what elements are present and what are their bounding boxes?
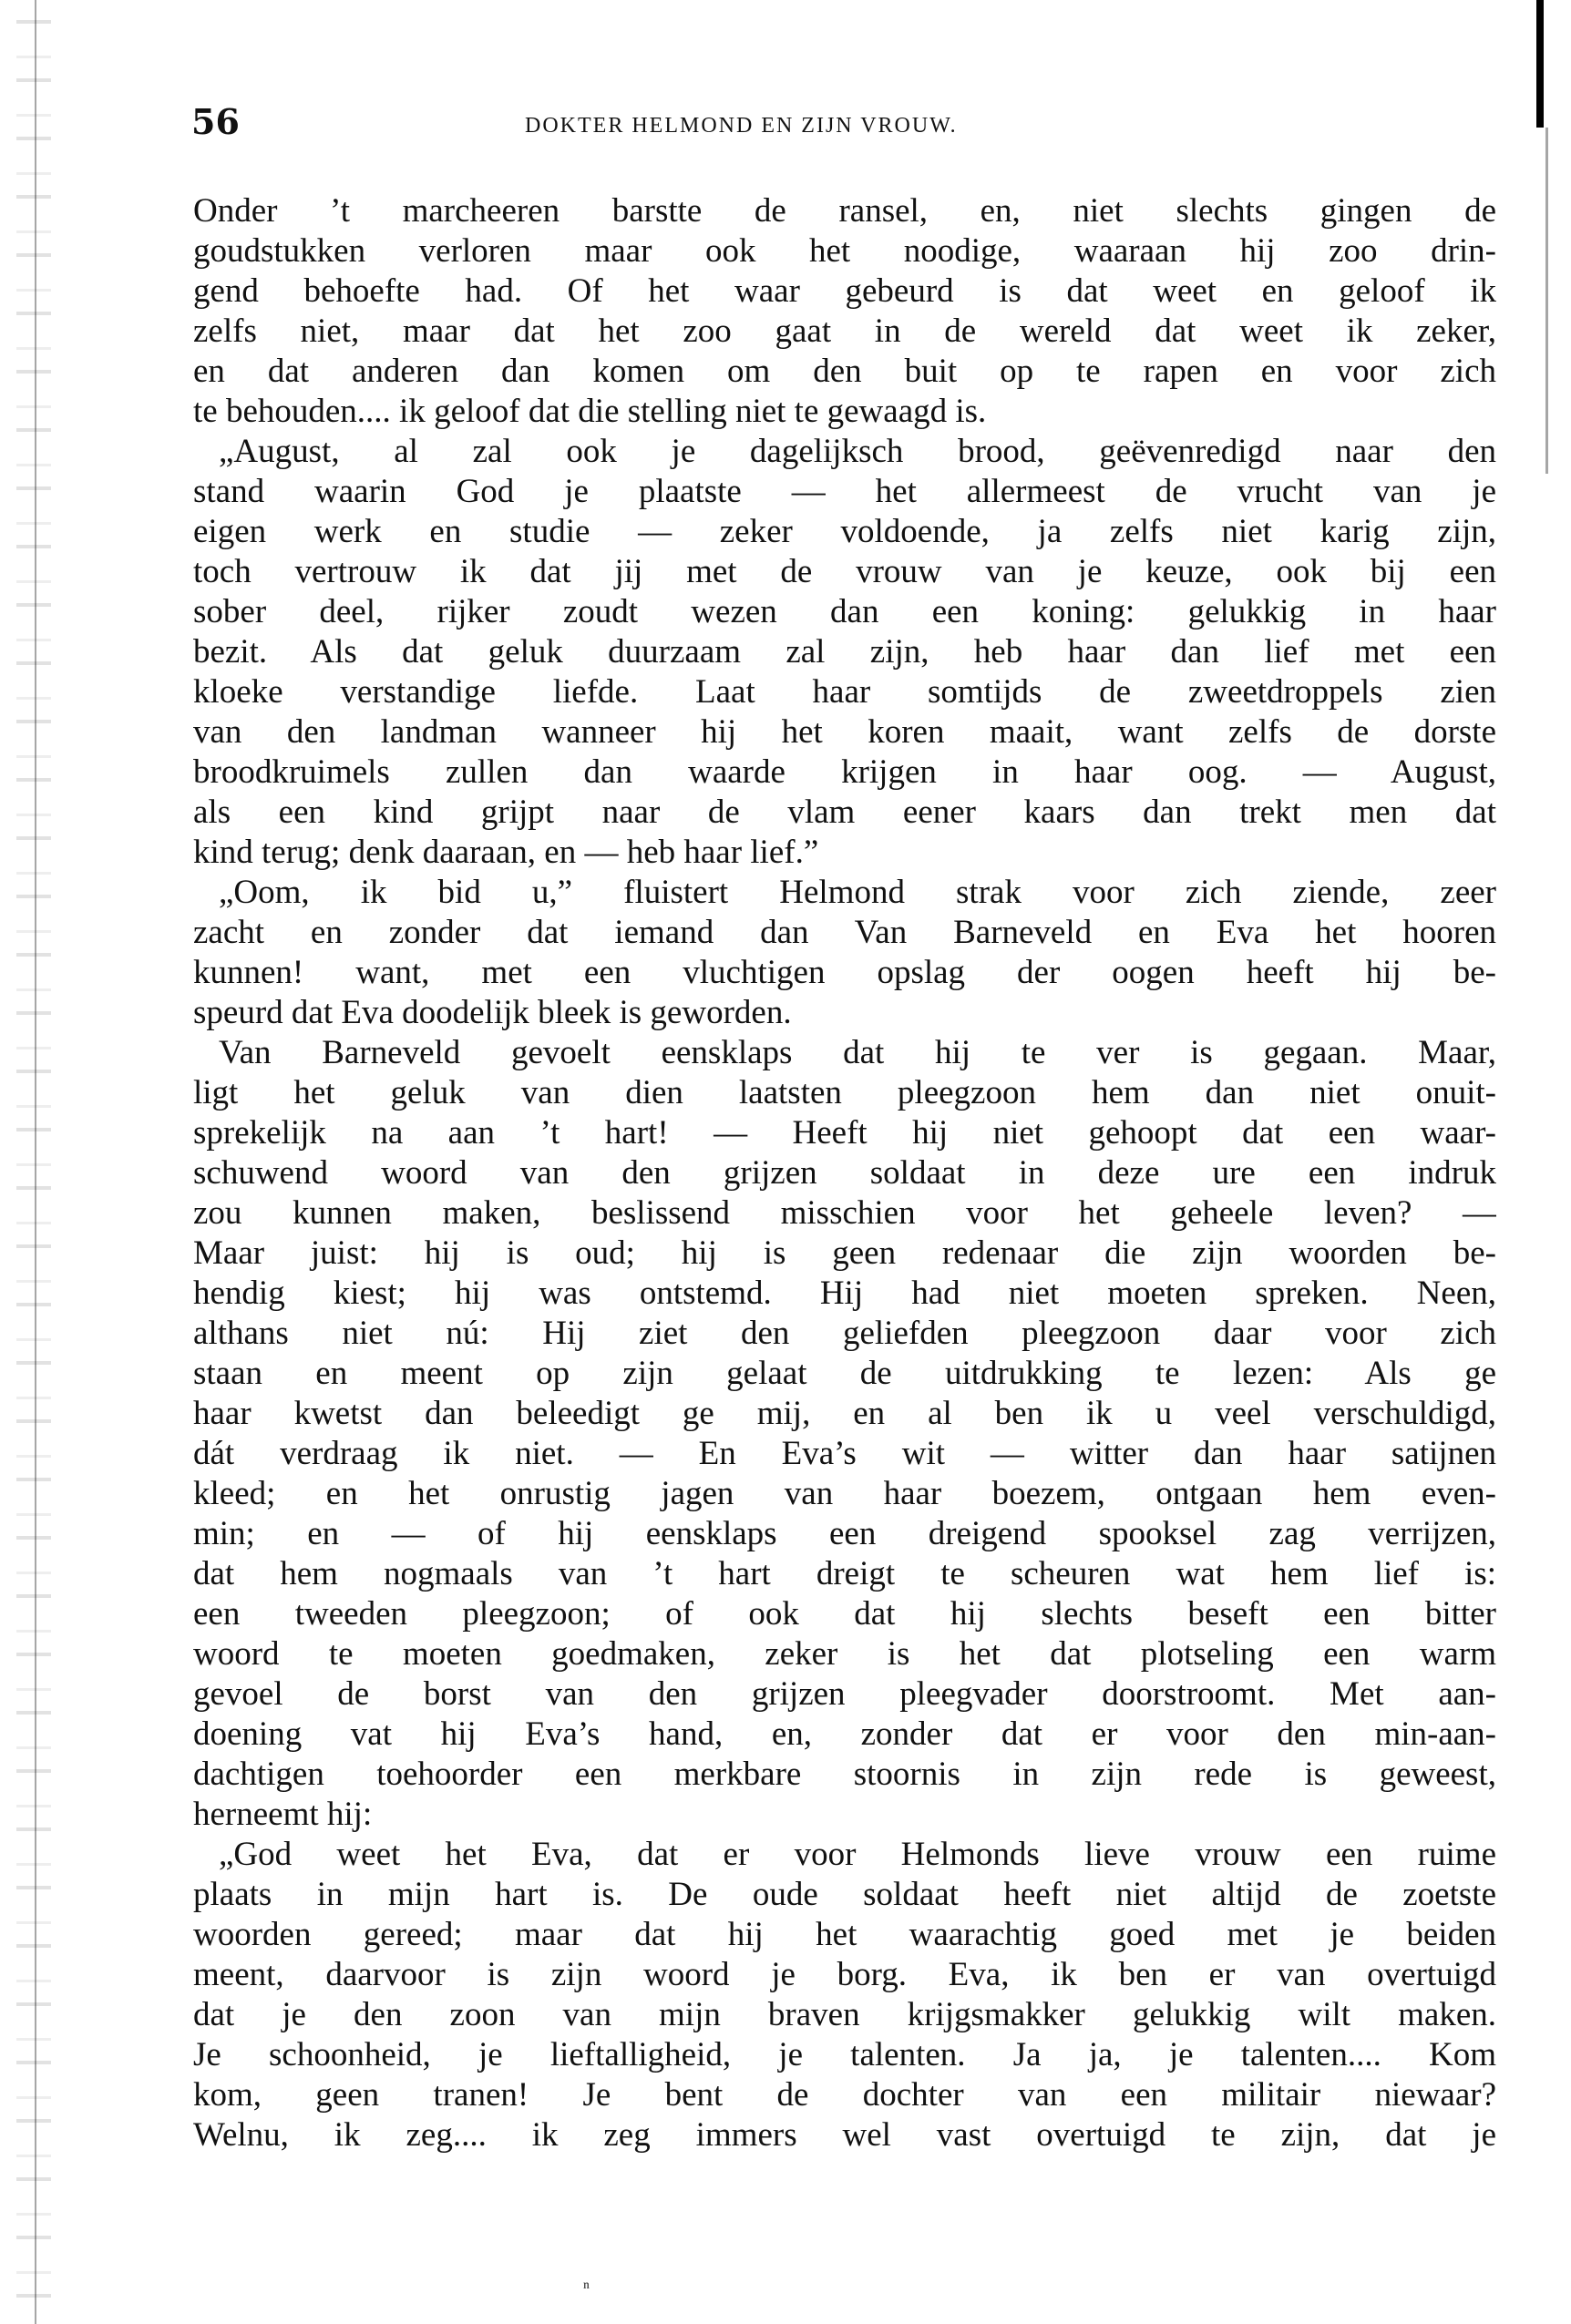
text-line: doening vat hij Eva’s hand, en, zonder dat er voor den min-aan- xyxy=(193,1715,1496,1753)
text-line: staan en meent op zijn gelaat de uitdrukking te lezen: Als ge xyxy=(193,1355,1496,1392)
text-line: zou kunnen maken, beslissend misschien voor het geheele leven? — xyxy=(193,1194,1496,1232)
text-line: dát verdraag ik niet. — En Eva’s wit — witter dan haar satijnen xyxy=(193,1435,1496,1472)
scan-right-edge-mark xyxy=(1536,0,1544,128)
text-line: herneemt hij: xyxy=(193,1796,373,1833)
running-title: DOKTER HELMOND EN ZIJN VROUW. xyxy=(525,114,958,138)
text-line: dat hem nogmaals van ’t hart dreigt te scheuren wat hem lief is: xyxy=(193,1555,1496,1592)
text-line: sprekelijk na aan ’t hart! — Heeft hij niet gehoopt dat een waar- xyxy=(193,1114,1496,1152)
body-text xyxy=(193,191,1496,2155)
scan-binding-line xyxy=(35,0,36,2324)
text-line: kind terug; denk daaraan, en — heb haar lief.” xyxy=(193,834,819,871)
text-line: schuwend woord van den grijzen soldaat in deze ure een indruk xyxy=(193,1154,1496,1192)
text-line: te behouden.... ik geloof dat die stelling niet te gewaagd is. xyxy=(193,393,987,430)
text-line: woorden gereed; maar dat hij het waarachtig goed met je beiden xyxy=(193,1916,1496,1953)
text-line: stand waarin God je plaatste — het allermeest de vrucht van je xyxy=(193,473,1496,510)
text-line: althans niet nú: Hij ziet den geliefden pleegzoon daar voor zich xyxy=(193,1315,1496,1352)
text-line: „Oom, ik bid u,” fluistert Helmond strak voor zich ziende, zeer xyxy=(219,874,1496,911)
text-line: min; en — of hij eensklaps een dreigend spooksel zag verrijzen, xyxy=(193,1515,1496,1552)
text-line: kunnen! want, met een vluchtigen opslag der oogen heeft hij be- xyxy=(193,954,1496,991)
text-line: zacht en zonder dat iemand dan Van Barneveld en Eva het hooren xyxy=(193,914,1496,951)
text-line: kleed; en het onrustig jagen van haar boezem, ontgaan hem even- xyxy=(193,1475,1496,1512)
text-line: als een kind grijpt naar de vlam eener kaars dan trekt men dat xyxy=(193,793,1496,831)
text-line: toch vertrouw ik dat jij met de vrouw van je keuze, ook bij een xyxy=(193,553,1496,590)
text-line: Je schoonheid, je lieftalligheid, je talenten. Ja ja, je talenten.... Kom xyxy=(193,2036,1496,2073)
scan-right-edge-line xyxy=(1545,128,1548,474)
text-line: dat je den zoon van mijn braven krijgsmakker gelukkig wilt maken. xyxy=(193,1996,1496,2033)
text-line: ligt het geluk van dien laatsten pleegzoon hem dan niet onuit- xyxy=(193,1074,1496,1111)
text-line: zelfs niet, maar dat het zoo gaat in de wereld dat weet ik zeker, xyxy=(193,312,1496,350)
text-line: meent, daarvoor is zijn woord je borg. Eva, ik ben er van overtuigd xyxy=(193,1956,1496,1993)
signature-mark: ⁿ xyxy=(583,2276,590,2298)
text-line: bezit. Als dat geluk duurzaam zal zijn, heb haar dan lief met een xyxy=(193,633,1496,671)
text-line: van den landman wanneer hij het koren maait, want zelfs de dorste xyxy=(193,713,1496,751)
text-line: gend behoefte had. Of het waar gebeurd is dat weet en geloof ik xyxy=(193,272,1496,310)
text-line: sober deel, rijker zoudt wezen dan een koning: gelukkig in haar xyxy=(193,593,1496,630)
text-line: broodkruimels zullen dan waarde krijgen in haar oog. — August, xyxy=(193,753,1496,791)
text-line: woord te moeten goedmaken, zeker is het dat plotseling een warm xyxy=(193,1635,1496,1673)
text-line: goudstukken verloren maar ook het noodige, waaraan hij zoo drin- xyxy=(193,232,1496,270)
text-line: speurd dat Eva doodelijk bleek is geworden. xyxy=(193,994,792,1031)
text-line: en dat anderen dan komen om den buit op te rapen en voor zich xyxy=(193,353,1496,390)
text-line: Welnu, ik zeg.... ik zeg immers wel vast overtuigd te zijn, dat je xyxy=(193,2116,1496,2154)
text-line: hendig kiest; hij was ontstemd. Hij had niet moeten spreken. Neen, xyxy=(193,1275,1496,1312)
text-line: plaats in mijn hart is. De oude soldaat heeft niet altijd de zoetste xyxy=(193,1876,1496,1913)
text-line: kloeke verstandige liefde. Laat haar somtijds de zweetdroppels zien xyxy=(193,673,1496,711)
text-line: kom, geen tranen! Je bent de dochter van een militair niewaar? xyxy=(193,2076,1496,2114)
text-line: Maar juist: hij is oud; hij is geen redenaar die zijn woorden be- xyxy=(193,1234,1496,1272)
text-line: een tweeden pleegzoon; of ook dat hij slechts beseft een bitter xyxy=(193,1595,1496,1633)
text-line: dachtigen toehoorder een merkbare stoornis in zijn rede is geweest, xyxy=(193,1756,1496,1793)
text-line: „August, al zal ook je dagelijksch brood, geëvenredigd naar den xyxy=(219,433,1496,470)
text-line: Onder ’t marcheeren barstte de ransel, en, niet slechts gingen de xyxy=(193,192,1496,230)
page-number: 56 xyxy=(191,101,240,142)
text-line: „God weet het Eva, dat er voor Helmonds lieve vrouw een ruime xyxy=(219,1836,1496,1873)
scan-binding-edge xyxy=(16,0,51,2324)
text-line: haar kwetst dan beleedigt ge mij, en al ben ik u veel verschuldigd, xyxy=(193,1395,1496,1432)
text-line: Van Barneveld gevoelt eensklaps dat hij te ver is gegaan. Maar, xyxy=(219,1034,1496,1071)
page-header xyxy=(191,95,1494,149)
text-line: gevoel de borst van den grijzen pleegvader doorstroomt. Met aan- xyxy=(193,1675,1496,1713)
text-line: eigen werk en studie — zeker voldoende, ja zelfs niet karig zijn, xyxy=(193,513,1496,550)
